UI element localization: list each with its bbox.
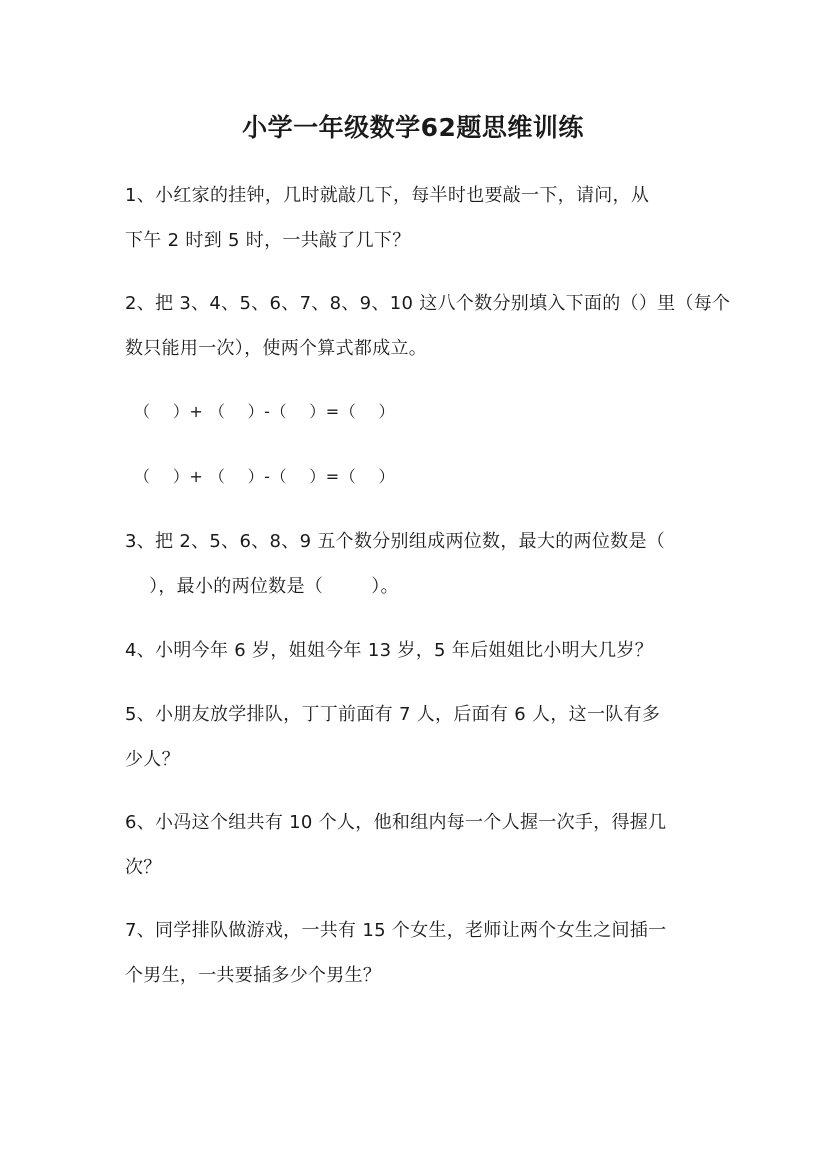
question-text-line: 3、把 2、5、6、8、9 五个数分别组成两位数，最大的两位数是（: [125, 531, 666, 552]
question-text-line: 7、同学排队做游戏，一共有 15 个女生，老师让两个女生之间插一: [125, 920, 667, 941]
question-6: [125, 800, 710, 890]
question-text-line: ），最小的两位数是（ ）。: [125, 576, 399, 597]
question-text-line: 个男生，一共要插多少个男生？: [125, 965, 382, 986]
question-4: [125, 628, 710, 673]
question-text-line: 下午 2 时到 5 时，一共敲了几下？: [125, 230, 411, 251]
document-title: 小学一年级数学62题思维训练: [242, 113, 584, 142]
question-text-line: 1、小红家的挂钟，几时就敲几下，每半时也要敲一下，请问，从: [125, 185, 650, 206]
question-text-line: 次？: [125, 857, 162, 878]
question-text-line: 2、把 3、4、5、6、7、8、9、10 这八个数分别填入下面的（）里（每个: [125, 293, 731, 314]
question-text-line: 6、小冯这个组共有 10 个人，他和组内每一个人握一次手，得握几: [125, 812, 667, 833]
question-2: [125, 281, 731, 371]
equation-1: （ ）+ （ ）-（ ）=（ ）: [134, 402, 396, 421]
question-5: [125, 692, 710, 782]
question-text-line: 5、小朋友放学排队，丁丁前面有 7 人，后面有 6 人，这一队有多: [125, 704, 661, 725]
question-3: [125, 519, 710, 609]
question-text-line: 少人？: [125, 749, 180, 770]
question-text-line: 4、小明今年 6 岁，姐姐今年 13 岁，5 年后姐姐比小明大几岁？: [125, 640, 654, 661]
question-text-line: 数只能用一次），使两个算式都成立。: [125, 338, 428, 359]
question-1: [125, 173, 710, 263]
equation-2: （ ）+ （ ）-（ ）=（ ）: [134, 467, 396, 486]
question-7: [125, 908, 710, 998]
